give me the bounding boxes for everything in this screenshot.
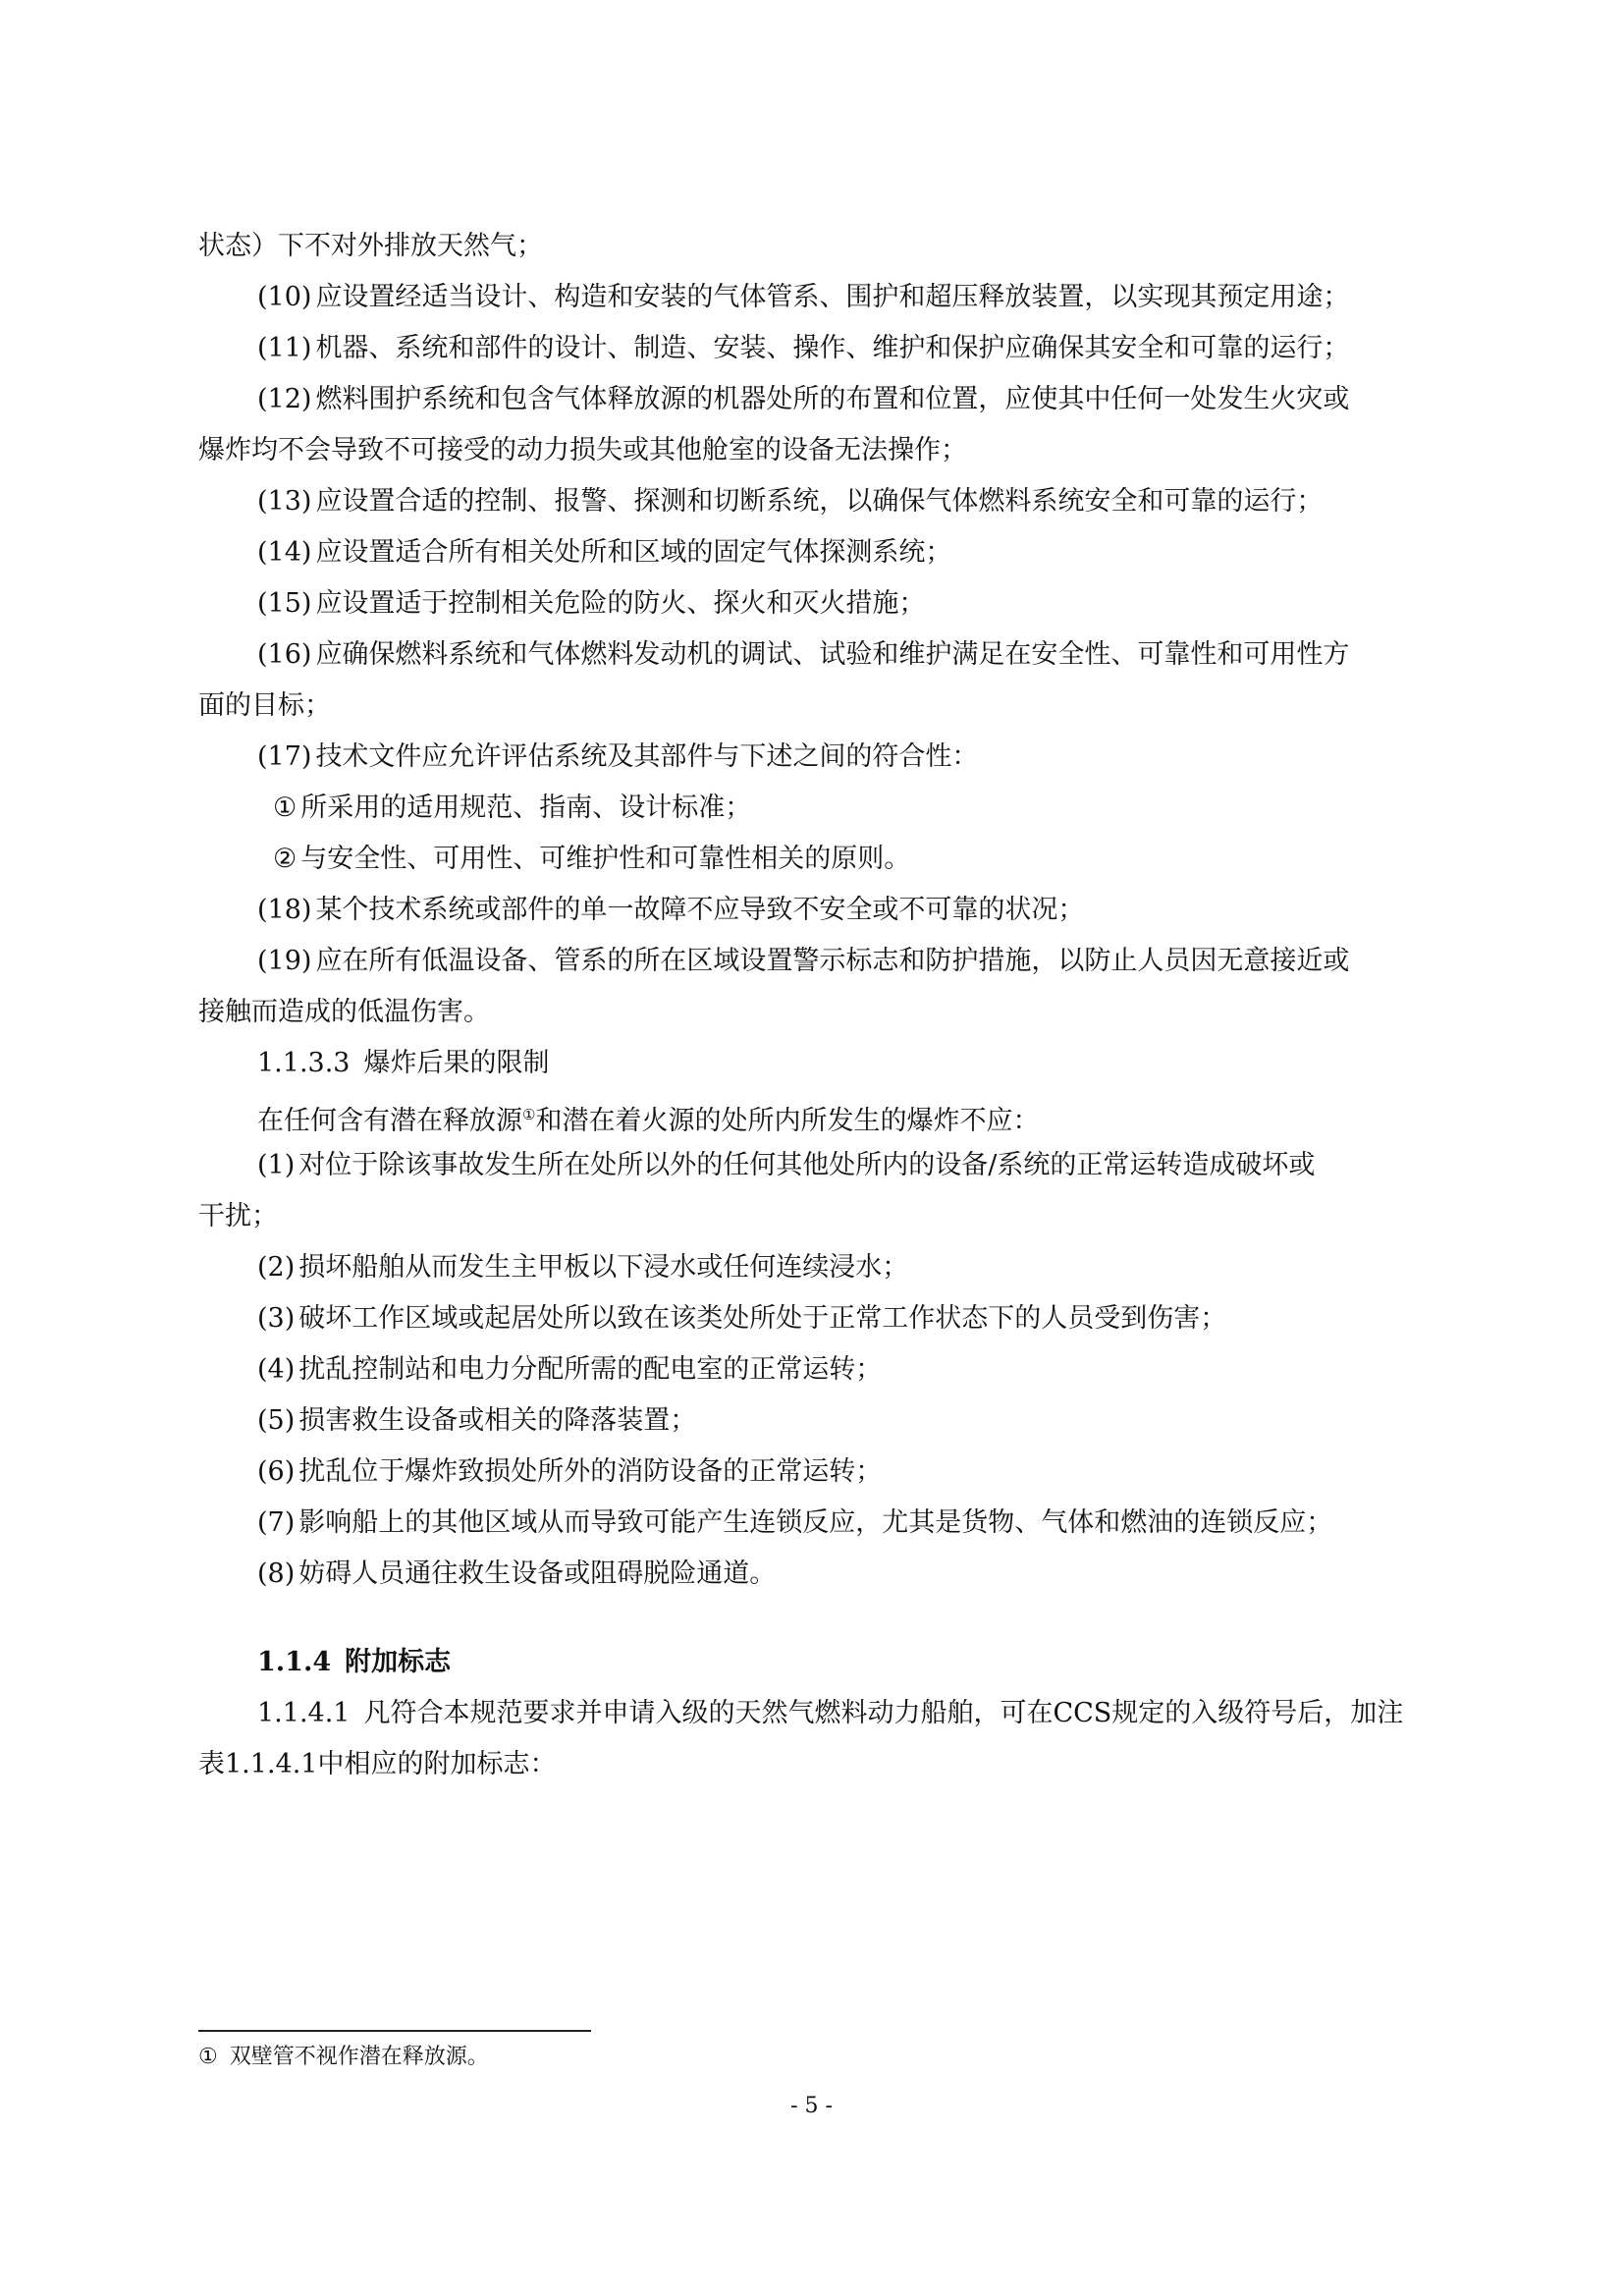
text-line: 干扰；	[198, 1201, 278, 1231]
list-item-17: (17) 技术文件应允许评估系统及其部件与下述之间的符合性：	[257, 741, 979, 772]
sub-item-2: ② 与安全性、可用性、可维护性和可靠性相关的原则。	[273, 844, 911, 874]
section-heading-1-1-4: 1.1.4 附加标志	[257, 1647, 452, 1677]
list-item-19: (19) 应在所有低温设备、管系的所在区域设置警示标志和防护措施，以防止人员因无意接近或	[257, 946, 1350, 976]
footnote-mark: ①	[198, 2045, 218, 2069]
text-line: 爆炸均不会导致不可接受的动力损失或其他舱室的设备无法操作；	[198, 435, 967, 465]
list-item-11: (11) 机器、系统和部件的设计、制造、安装、操作、维护和保护应确保其安全和可靠的运行；	[257, 333, 1350, 363]
list-item-10: (10) 应设置经适当设计、构造和安装的气体管系、围护和超压释放装置，以实现其预定用途；	[257, 282, 1350, 312]
page-number: - 5 -	[790, 2094, 833, 2118]
list-item-12: (12) 燃料围护系统和包含气体释放源的机器处所的布置和位置，应使其中任何一处发生火灾或	[257, 384, 1350, 414]
list-item-8: (8) 妨碍人员通往救生设备或阻碍脱险通道。	[257, 1558, 777, 1589]
list-item-13: (13) 应设置合适的控制、报警、探测和切断系统，以确保气体燃料系统安全和可靠的运行；	[257, 486, 1324, 517]
text-line: 面的目标；	[198, 690, 331, 721]
footnote	[198, 2043, 489, 2072]
text-line: 接触而造成的低温伤害。	[198, 997, 490, 1027]
footnote-reference: ①	[522, 1106, 536, 1123]
list-item-18: (18) 某个技术系统或部件的单一故障不应导致不安全或不可靠的状况；	[257, 895, 1085, 925]
list-item-14: (14) 应设置适合所有相关处所和区域的固定气体探测系统；	[257, 537, 952, 568]
sub-item-1: ① 所采用的适用规范、指南、设计标准；	[273, 793, 752, 823]
list-item-4: (4) 扰乱控制站和电力分配所需的配电室的正常运转；	[257, 1354, 883, 1385]
text-line: 状态）下不对外排放天然气；	[198, 231, 543, 261]
text-line: 表1.1.4.1中相应的附加标志：	[198, 1749, 557, 1779]
footnote-divider	[198, 2030, 591, 2032]
list-item-1: (1) 对位于除该事故发生所在处所以外的任何其他处所内的设备/系统的正常运转造成破坏或	[257, 1150, 1316, 1180]
footnote-text: 双壁管不视作潜在释放源。	[229, 2045, 489, 2069]
list-item-16: (16) 应确保燃料系统和气体燃料发动机的调试、试验和维护满足在安全性、可靠性和可用性方	[257, 639, 1350, 670]
list-item-6: (6) 扰乱位于爆炸致损处所外的消防设备的正常运转；	[257, 1456, 883, 1487]
list-item-2: (2) 损坏船舶从而发生主甲板以下浸水或任何连续浸水；	[257, 1252, 909, 1283]
list-item-5: (5) 损害救生设备或相关的降落装置；	[257, 1405, 697, 1436]
paragraph-intro: 在任何含有潜在释放源①和潜在着火源的处所内所发生的爆炸不应：	[257, 1106, 1040, 1136]
list-item-15: (15) 应设置适于控制相关危险的防火、探火和灭火措施；	[257, 588, 926, 619]
section-heading-1-1-3-3: 1.1.3.3 爆炸后果的限制	[257, 1048, 550, 1078]
clause-1-1-4-1: 1.1.4.1 凡符合本规范要求并申请入级的天然气燃料动力船舶，可在CCS规定的入级符号后，加注	[257, 1698, 1404, 1728]
list-item-3: (3) 破坏工作区域或起居处所以致在该类处所处于正常工作状态下的人员受到伤害；	[257, 1303, 1227, 1334]
list-item-7: (7) 影响船上的其他区域从而导致可能产生连锁反应，尤其是货物、气体和燃油的连锁反应；	[257, 1507, 1333, 1538]
